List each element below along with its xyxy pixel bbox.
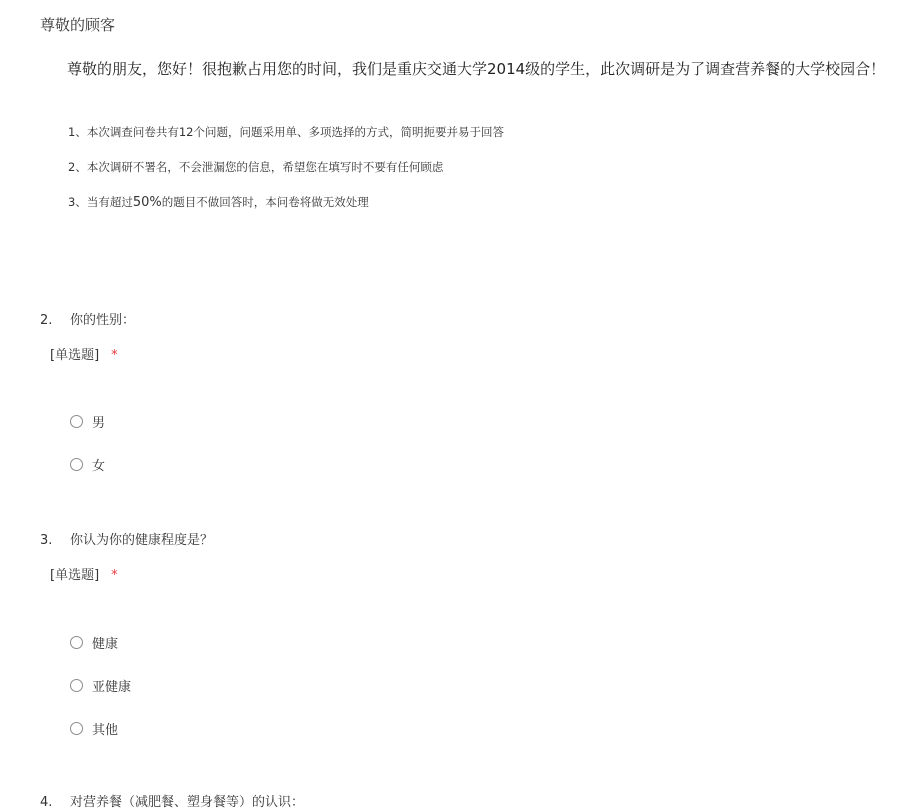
question-2-text: 你的性别： [70, 313, 136, 328]
question-3-number: 3. [40, 533, 53, 548]
note-3-text-before: 、当有超过 [75, 195, 133, 209]
question-type-label: [单选题] [50, 348, 100, 363]
option-label: 其他 [92, 722, 119, 738]
option-label: 健康 [92, 636, 119, 652]
required-mark: * [111, 348, 118, 363]
note-1 [68, 124, 504, 140]
radio-button[interactable] [70, 415, 83, 428]
question-4-text: 对营养餐（减肥餐、塑身餐等）的认识： [70, 795, 305, 810]
question-type-label: [单选题] [50, 568, 100, 583]
note-3-number: 3 [68, 195, 76, 209]
question-3-title [40, 529, 213, 548]
option-label: 亚健康 [92, 679, 132, 695]
question-2-number: 2. [40, 313, 53, 328]
question-2-option-female[interactable] [70, 455, 105, 473]
intro-paragraph: 尊敬的朋友，您好！很抱歉占用您的时间，我们是重庆交通大学2014级的学生，此次调研是为了调查营养餐的大学校园合！ [67, 60, 886, 78]
note-2 [68, 159, 443, 175]
note-3-text-after: 的题目不做回答时，本问卷将做无效处理 [161, 195, 369, 209]
note-1-text: 、本次调查问卷共有12个问题，问题采用单、多项选择的方式，简明扼要并易于回答 [75, 125, 504, 139]
question-2-title [40, 309, 135, 328]
note-1-number: 1 [68, 125, 76, 139]
question-2-option-male[interactable] [70, 412, 105, 430]
question-3-option-other[interactable] [70, 719, 118, 737]
question-4-number: 4. [40, 795, 53, 810]
radio-button[interactable] [70, 722, 83, 735]
question-3-type [50, 564, 118, 583]
note-3-percentage: 50% [132, 195, 162, 210]
note-2-text: 、本次调研不署名，不会泄漏您的信息，希望您在填写时不要有任何顾虑 [75, 160, 444, 174]
radio-button[interactable] [70, 679, 83, 692]
question-4-title [40, 791, 304, 810]
option-label: 男 [92, 415, 106, 431]
note-3 [68, 194, 369, 210]
note-2-number: 2 [68, 160, 76, 174]
question-3-option-subhealthy[interactable] [70, 676, 131, 694]
question-3-option-healthy[interactable] [70, 633, 118, 651]
option-label: 女 [92, 458, 106, 474]
radio-button[interactable] [70, 458, 83, 471]
question-3-text: 你认为你的健康程度是？ [70, 533, 214, 548]
required-mark: * [111, 568, 118, 583]
radio-button[interactable] [70, 636, 83, 649]
greeting-title: 尊敬的顾客 [40, 16, 116, 34]
question-2-type [50, 344, 118, 363]
